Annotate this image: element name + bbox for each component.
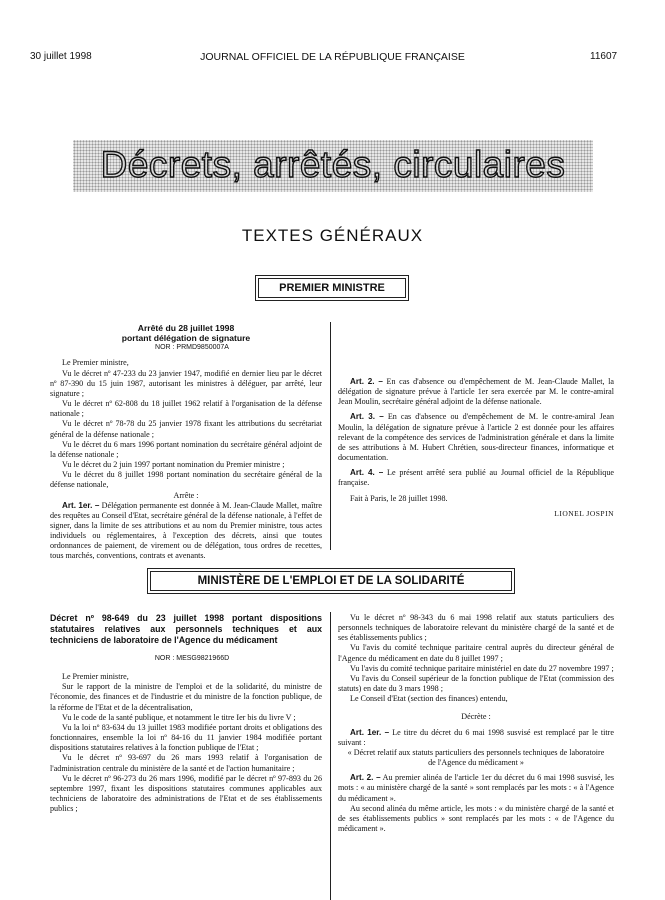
section-heading: TEXTES GÉNÉRAUX [241,226,424,245]
article-text: En cas d'absence ou d'empêchement de M. le contre-amiral Jean Moulin, la délégation de signature prévue à l'article 2 est donnée pour les affaires relevant de la compétence des services de l'administration générale et dans la limite de ses attributions à M. Hubert Chrétien, sous-directeur finances, informatique et documentation. [338,412,614,463]
ministry-box-premier-ministre [258,278,406,298]
arrete-column-left [50,323,322,562]
article-label: Art. 2. – [350,377,383,386]
ministry-label: MINISTÈRE DE L'EMPLOI ET DE LA SOLIDARITÉ [197,575,465,587]
decret-article-1 [338,728,614,748]
arrete-fait: Fait à Paris, le 28 juillet 1998. [350,493,448,503]
arrete-nor: NOR : PRMD9850007A [155,344,229,352]
arrete-signature: LIONEL JOSPIN [554,508,614,518]
decret-column-right [338,613,614,900]
decret-article-2 [338,773,614,803]
banner-title: Décrets, arrêtés, circulaires [100,144,566,185]
article-label: Art. 1er. – [350,727,390,737]
arrete-vu-2: Vu le décret nº 62-808 du 18 juillet 1962 relatif à l'organisation de la défense nationale ; [50,399,322,419]
decret-article-2-para-2: Au second alinéa du même article, les mots : « du ministère chargé de la santé et de ses établissements publics » sont remplacés par les mots : « de l'Agence du médicament ». [338,803,614,833]
article-label: Art. 2. – [350,773,381,783]
arrete-article-4 [338,468,614,488]
column-divider [330,612,331,900]
arrete-article-3 [338,412,614,463]
arrete-vu-1: Vu le décret nº 47-233 du 23 janvier 1947, modifié en dernier lieu par le décret nº 87-390 du 15 juin 1987, autorisant les ministres à déléguer, par arrêté, leur signature ; [50,368,322,398]
decret-column-left [50,613,322,900]
arrete-intro: Le Premier ministre, [62,358,129,368]
header-page-number: 11607 [590,51,618,62]
header-journal-title: JOURNAL OFFICIEL DE LA RÉPUBLIQUE FRANÇAISE [200,51,465,63]
article-text: Le titre du décret du 6 mai 1998 susvisé est remplacé par le titre suivant : [338,727,614,747]
decret-para-6: Vu le décret nº 98-343 du 6 mai 1998 relatif aux statuts particuliers des personnels techniques de laboratoire relevant du ministère chargé de la santé et de ses établissements publics ; [338,613,614,643]
decret-title: Décret nº 98-649 du 23 juillet 1998 portant dispositions statutaires relatives aux personnels techniques et aux techniciens de laboratoire de l'Agence du médicament [50,613,322,645]
decret-intro: Le Premier ministre, [62,672,129,682]
section-banner [73,140,593,192]
decret-para-2: Vu le code de la santé publique, et notamment le titre Ier bis du livre V ; [62,712,296,722]
decret-article-1-quote: « Décret relatif aux statuts particuliers des personnels techniques de laboratoire de l'Agence du médicament » [347,747,605,768]
column-divider [330,322,331,550]
article-text: Le présent arrêté sera publié au Journal officiel de la République française. [338,468,614,488]
article-text: Au premier alinéa de l'article 1er du décret du 6 mai 1998 susvisé, les mots : « au ministère chargé de la santé » sont remplacés par les mots : « à l'Agence du médicament ». [338,773,614,803]
arrete-vu-6: Vu le décret du 8 juillet 1998 portant nomination du secrétaire général de la défense nationale, [50,470,322,490]
arrete-vu-4: Vu le décret du 6 mars 1996 portant nomination du secrétaire général adjoint de la défense nationale ; [50,439,322,459]
arrete-article-1 [50,501,322,562]
decret-para-1: Sur le rapport de la ministre de l'emploi et de la solidarité, du ministre de l'économie, des finances et de l'industrie et du ministre de la fonction publique, de la réforme de l'Etat et de la décentralisation, [50,682,322,712]
arrete-title: Arrêté du 28 juillet 1998 [137,323,235,333]
arrete-subtitle: portant délégation de signature [121,333,251,344]
ministry-label: PREMIER MINISTRE [279,282,385,294]
article-label: Art. 4. – [350,468,384,478]
decret-para-5: Vu le décret nº 96-273 du 26 mars 1996, modifié par le décret nº 97-893 du 26 septembre 1997, fixant les dispositions statutaires communes applicables aux techniciens de laboratoire des administrations de l'Etat et de ses établissements publics ; [50,773,322,814]
decret-para-10: Le Conseil d'Etat (section des finances) entendu, [350,694,508,704]
arrete-column-right [338,323,614,519]
arrete-vu-5: Vu le décret du 2 juin 1997 portant nomination du Premier ministre ; [62,460,285,470]
decret-nor: NOR : MESG9821966D [154,655,230,662]
article-label: Art. 3. – [350,412,384,422]
article-text: Délégation permanente est donnée à M. Jean-Claude Mallet, maître des requêtes au Conseil d'Etat, secrétaire général de la défense nationale, à l'effet de signer, dans la limite de ses attributions et au nom du Premier ministre, tous actes individuels ou réglementaires, à l'exception des décrets, ainsi que toutes ordonnances de paiement, de virement ou de délégation, tous ordres de recettes, tous marchés, conventions, contrats et avenants. [50,500,322,561]
decret-para-8: Vu l'avis du comité technique paritaire ministériel en date du 27 novembre 1997 ; [350,663,614,673]
article-label: Art. 1er. – [62,500,100,510]
header-date: 30 juillet 1998 [30,51,92,62]
decret-para-3: Vu la loi nº 83-634 du 13 juillet 1983 modifiée portant droits et obligations des fonctionnaires, ensemble la loi nº 84-16 du 11 janvier 1984 modifiée portant dispositions statutaires relatives à la fonction publique de l'Etat ; [50,722,322,753]
decret-para-7: Vu l'avis du comité technique paritaire central auprès du directeur général de l'Agence du médicament en date du 8 juillet 1997 ; [338,643,614,663]
decret-decrete: Décrète : [461,712,491,722]
article-text: En cas d'absence ou d'empêchement de M. Jean-Claude Mallet, la délégation de signature prévue à l'article 1er sera exercée par M. le contre-amiral Jean Moulin, secrétaire général adjoint de la défense nationale. [338,377,614,407]
arrete-article-2 [338,377,614,407]
decret-para-4: Vu le décret nº 93-697 du 26 mars 1993 relatif à l'organisation de l'administration centrale du ministère de la santé et de l'action humanitaire ; [50,753,322,773]
ministry-box-emploi-solidarite [150,571,512,591]
arrete-arrete: Arrête : [173,490,199,500]
decret-para-9: Vu l'avis du Conseil supérieur de la fonction publique de l'Etat (commission des statuts) en date du 3 mars 1998 ; [338,673,614,694]
arrete-vu-3: Vu le décret nº 78-78 du 25 janvier 1978 fixant les attributions du secrétariat général de la défense nationale ; [50,419,322,439]
